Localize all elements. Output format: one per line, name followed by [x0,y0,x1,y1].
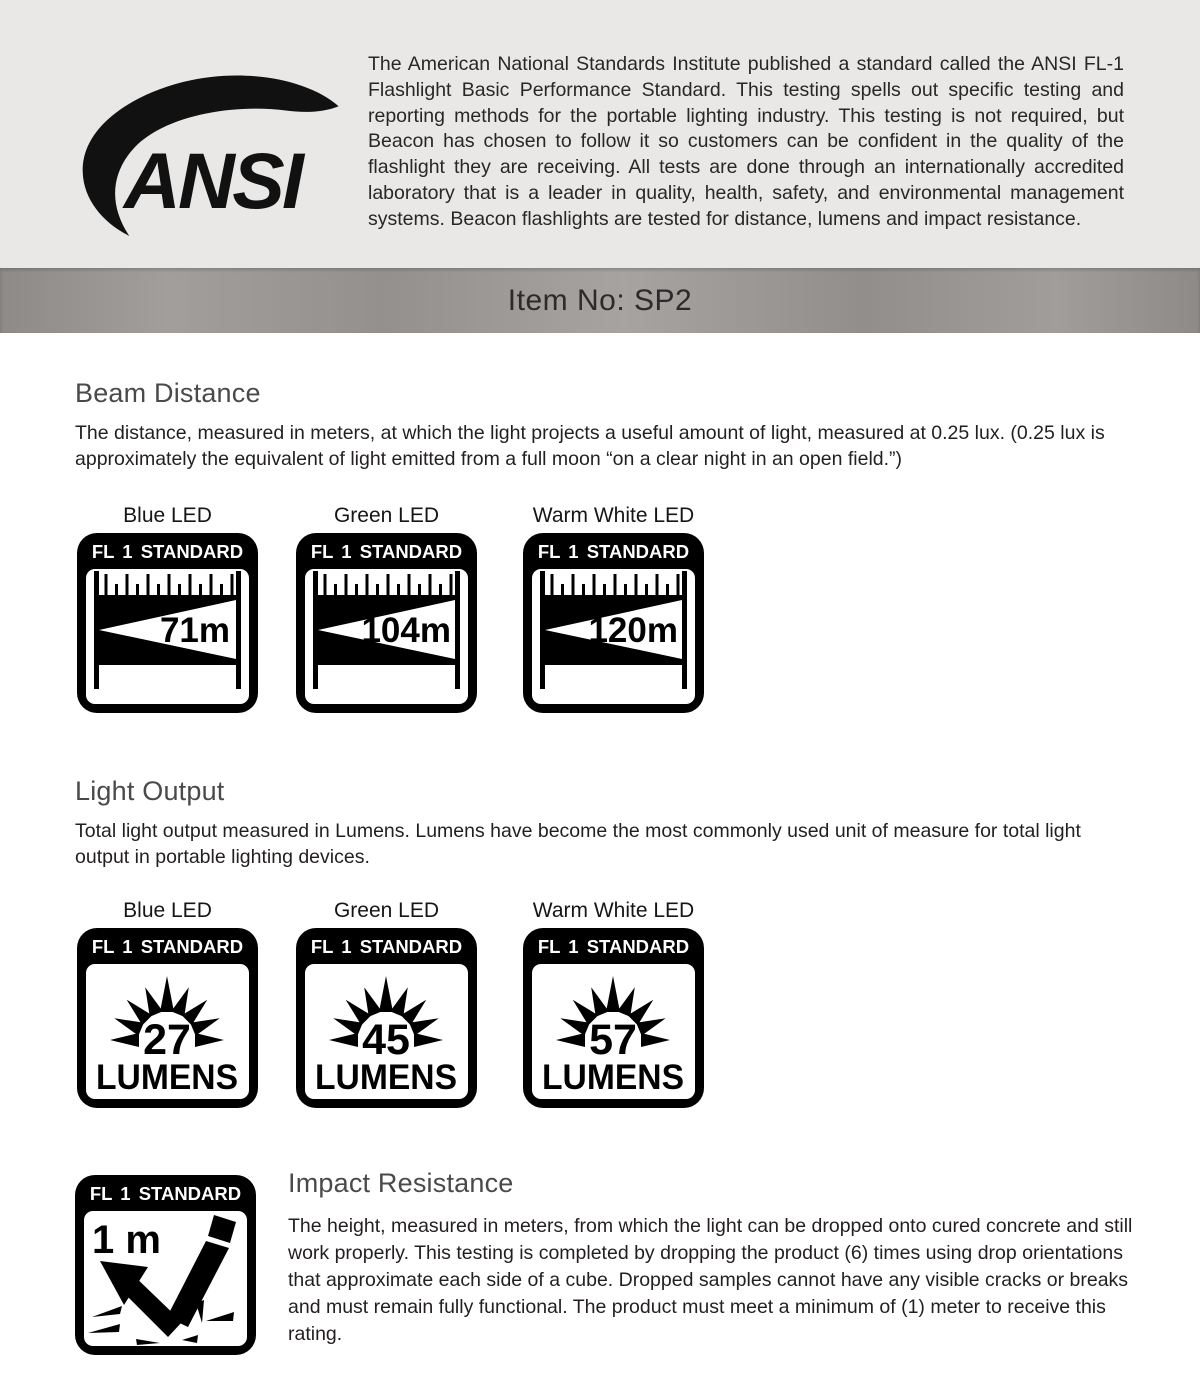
section-title-impact-resistance: Impact Resistance [288,1168,514,1198]
flashlight-body [167,1241,229,1327]
impact-height-value: 1 m [92,1218,161,1262]
fl1-lumens-badge [523,928,704,1108]
ruler-ticks [552,574,678,595]
fl1-standard-header: FL 1 STANDARD [537,936,690,957]
beam-distance-value: 104m [361,611,451,650]
led-label: Warm White LED [532,504,695,527]
lumens-value: 57 [589,1016,637,1064]
fl1-impact-badge [75,1175,256,1355]
ansi-swoosh-icon [70,74,346,244]
fl1-standard-header: FL 1 STANDARD [91,936,244,957]
impact-resistance-badge [75,1175,256,1355]
lumens-badge-warm-white-led [523,898,704,1108]
sunburst-icon [86,964,249,1099]
lumens-unit-label: LUMENS [315,1058,457,1097]
lumens-unit-label: LUMENS [542,1058,684,1097]
fl1-standard-header: FL 1 STANDARD [310,541,463,562]
fl1-lumens-badge [296,928,477,1108]
flashlight-cap [208,1215,236,1243]
fl1-standard-header: FL 1 STANDARD [310,936,463,957]
ruler-ticks [325,574,451,595]
beam-cone-icon [86,569,249,704]
impact-resistance-section [288,1168,1133,1348]
ansi-logo-text: ANSI [123,137,302,226]
item-number-banner [0,268,1200,333]
beam-distance-icon [86,569,249,704]
fl1-standard-header: FL 1 STANDARD [91,541,244,562]
light-output-icon [305,964,468,1099]
impact-resistance-icon [84,1211,247,1346]
ansi-logo [70,74,346,244]
impact-resistance-description: The height, measured in meters, from which the light can be dropped onto cured concrete and still work properly. This testing is completed by dropping the product (6) times using drop orientations that approximate each side of a cube. Dropped samples cannot have any visible cracks or breaks and must remain fully functional. The product must meet a minimum of (1) meter to receive this rating. [288,1215,1133,1345]
sunburst-icon [305,964,468,1099]
lumens-value: 45 [362,1016,410,1064]
fl1-standard-header: FL 1 STANDARD [537,541,690,562]
fl1-beam-badge [296,533,477,713]
fl1-standard-header: FL 1 STANDARD [89,1183,242,1204]
section-title-beam-distance: Beam Distance [75,378,261,408]
sunburst-icon [532,964,695,1099]
light-output-description: Total light output measured in Lumens. Lumens have become the most commonly used unit of measure for total light output in portable lighting devices. [75,820,1081,868]
light-output-icon [532,964,695,1099]
led-label: Green LED [333,899,440,922]
impact-check-icon [84,1211,247,1346]
beam-distance-value: 71m [159,611,230,650]
lumens-badge-green-led [296,898,477,1108]
lumens-unit-label: LUMENS [96,1058,238,1097]
beam-cone-icon [305,569,468,704]
lumens-badge-blue-led [77,898,258,1108]
beam-badge-warm-white-led [523,503,704,713]
section-title-light-output: Light Output [75,776,225,806]
item-number-label: Item No: SP2 [507,283,693,317]
fl1-lumens-badge [77,928,258,1108]
beam-distance-icon [305,569,468,704]
intro-paragraph: The American National Standards Institute published a standard called the ANSI FL-1 Flashlight Basic Performance Standard. This testing spells out specific testing and reporting methods for the portable lighting industry. This testing is not required, but Beacon has chosen to follow it so customers can be confident in the quality of the flashlight they are receiving. All tests are done through an internationally accredited laboratory that is a leader in quality, health, safety, and environmental management systems. Beacon flashlights are tested for distance, lumens and impact resistance. [368,53,1124,230]
led-label: Blue LED [123,504,212,527]
ruler-ticks [106,574,232,595]
led-label: Blue LED [123,899,212,922]
led-label: Green LED [333,504,440,527]
intro-header [0,0,1200,268]
beam-distance-description: The distance, measured in meters, at which the light projects a useful amount of light, measured at 0.25 lux. (0.25 lux is approximately the equivalent of light emitted from a full moon “on a clear night in an open field.”) [75,422,1105,470]
lumens-value: 27 [143,1016,191,1064]
fl1-beam-badge [523,533,704,713]
beam-distance-value: 120m [588,611,678,650]
beam-distance-icon [532,569,695,704]
beam-badge-blue-led [77,503,258,713]
fl1-beam-badge [77,533,258,713]
beam-cone-icon [532,569,695,704]
beam-badge-green-led [296,503,477,713]
led-label: Warm White LED [532,899,695,922]
light-output-icon [86,964,249,1099]
